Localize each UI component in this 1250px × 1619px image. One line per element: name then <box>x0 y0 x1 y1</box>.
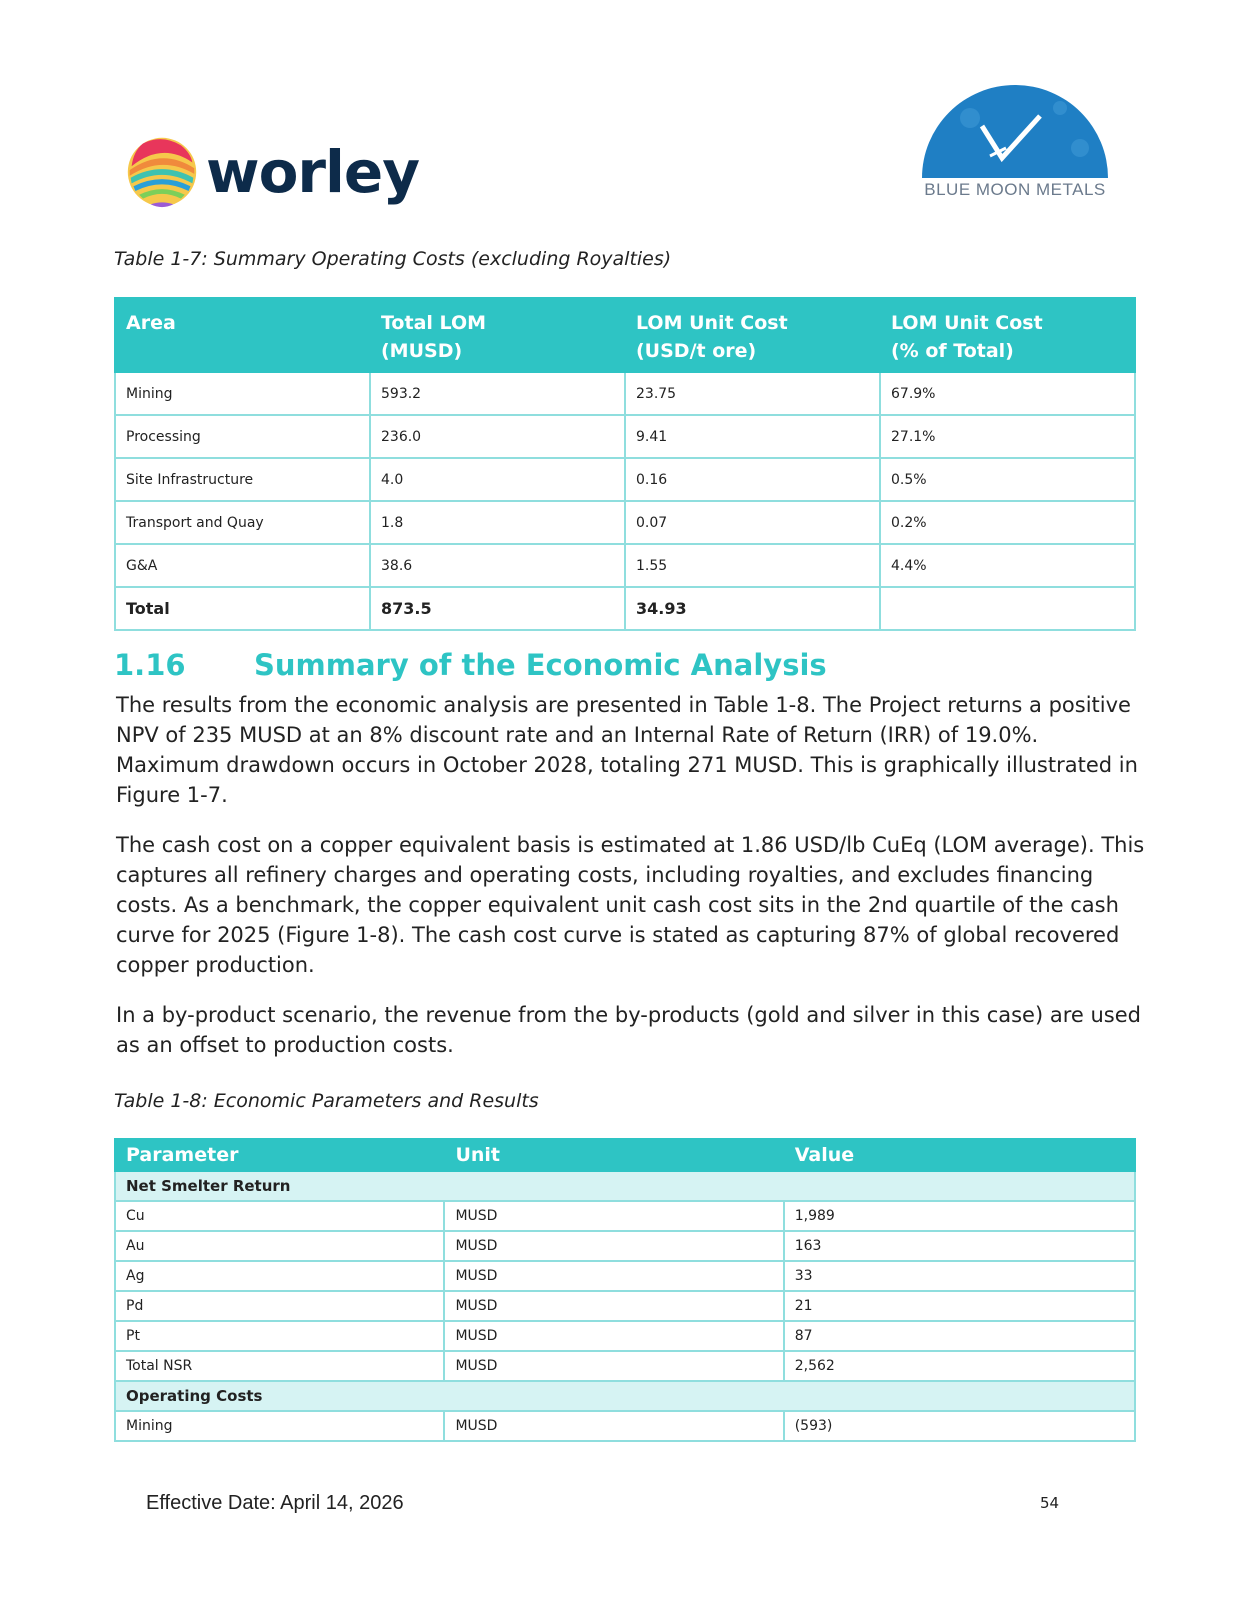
worley-swirl-icon <box>124 134 200 210</box>
cell-value: 87 <box>784 1321 1135 1351</box>
table-row <box>115 1261 1135 1291</box>
economic-parameters-table <box>114 1138 1136 1442</box>
cell-unit: MUSD <box>444 1261 783 1291</box>
cell-total-lom: 236.0 <box>370 415 625 458</box>
cell-percent <box>880 587 1135 630</box>
table-row <box>115 458 1135 501</box>
moon-icon <box>910 78 1120 178</box>
header-line: (% of Total) <box>891 340 1014 362</box>
paragraph-2: The cash cost on a copper equivalent basis is estimated at 1.86 USD/lb CuEq (LOM average). This captures all refinery charges and operating costs, including royalties, and excludes financing costs. As a benchmark, the copper equivalent unit cash cost sits in the 2nd quartile of the cash curve for 2025 (Figure 1-8). The cash cost curve is stated as capturing 87% of global recovered copper production. <box>116 833 1145 977</box>
cell-unit: MUSD <box>444 1351 783 1381</box>
header-line: LOM Unit Cost <box>636 312 788 334</box>
group-row-nsr <box>115 1171 1135 1201</box>
cell-area: Total <box>115 587 370 630</box>
cell-value: 2,562 <box>784 1351 1135 1381</box>
group-label: Net Smelter Return <box>115 1171 1135 1201</box>
cell-total-lom: 4.0 <box>370 458 625 501</box>
header-area <box>115 298 370 372</box>
header-line: (MUSD) <box>381 340 463 362</box>
cell-parameter: Pd <box>115 1291 444 1321</box>
header-value: Value <box>784 1139 1135 1171</box>
cell-parameter: Ag <box>115 1261 444 1291</box>
cell-percent: 0.5% <box>880 458 1135 501</box>
cell-parameter: Au <box>115 1231 444 1261</box>
table2-caption: Table 1-8: Economic Parameters and Results <box>114 1090 539 1112</box>
section-number: 1.16 <box>114 648 186 682</box>
table-row <box>115 1231 1135 1261</box>
cell-area: Mining <box>115 372 370 415</box>
cell-unit: MUSD <box>444 1321 783 1351</box>
group-row-operating-costs <box>115 1381 1135 1411</box>
cell-unit-cost: 34.93 <box>625 587 880 630</box>
cell-parameter: Pt <box>115 1321 444 1351</box>
cell-total-lom: 38.6 <box>370 544 625 587</box>
header-line: Total LOM <box>381 312 487 334</box>
group-label: Operating Costs <box>115 1381 1135 1411</box>
header-percent-total <box>880 298 1135 372</box>
header-total-lom <box>370 298 625 372</box>
table-header-row <box>115 1139 1135 1171</box>
bluemoon-logo <box>910 78 1120 208</box>
table-row <box>115 1351 1135 1381</box>
cell-unit: MUSD <box>444 1411 783 1441</box>
table-row <box>115 1201 1135 1231</box>
cell-total-lom: 1.8 <box>370 501 625 544</box>
worley-logo <box>124 132 444 212</box>
cell-value: (593) <box>784 1411 1135 1441</box>
cell-value: 163 <box>784 1231 1135 1261</box>
cell-value: 1,989 <box>784 1201 1135 1231</box>
table-row <box>115 1411 1135 1441</box>
cell-parameter: Total NSR <box>115 1351 444 1381</box>
paragraph-1: The results from the economic analysis are presented in Table 1-8. The Project returns a positive NPV of 235 MUSD at an 8% discount rate and an Internal Rate of Return (IRR) of 19.0%. Maximum drawdown occurs in October 2028, totaling 271 MUSD. This is graphically illustrated in Figure 1-7. <box>116 693 1138 807</box>
cell-area: Processing <box>115 415 370 458</box>
cell-value: 33 <box>784 1261 1135 1291</box>
table-total-row <box>115 587 1135 630</box>
cell-area: G&A <box>115 544 370 587</box>
table-row <box>115 415 1135 458</box>
cell-area: Site Infrastructure <box>115 458 370 501</box>
cell-unit-cost: 0.07 <box>625 501 880 544</box>
bluemoon-wordmark: BLUE MOON METALS <box>924 180 1106 199</box>
header-unit: Unit <box>444 1139 783 1171</box>
cell-unit-cost: 1.55 <box>625 544 880 587</box>
cell-total-lom: 593.2 <box>370 372 625 415</box>
cell-value: 21 <box>784 1291 1135 1321</box>
cell-unit-cost: 0.16 <box>625 458 880 501</box>
cell-unit: MUSD <box>444 1201 783 1231</box>
table-row <box>115 372 1135 415</box>
worley-wordmark: worley <box>206 138 420 206</box>
cell-unit: MUSD <box>444 1291 783 1321</box>
header-line: (USD/t ore) <box>636 340 757 362</box>
header-parameter: Parameter <box>115 1139 444 1171</box>
table-row <box>115 1321 1135 1351</box>
table1-caption: Table 1-7: Summary Operating Costs (excluding Royalties) <box>114 248 672 270</box>
header-line: Area <box>126 312 176 334</box>
paragraph-3: In a by-product scenario, the revenue from the by-products (gold and silver in this case) are used as an offset to production costs. <box>116 1003 1141 1057</box>
page-number: 54 <box>1040 1494 1060 1512</box>
cell-unit-cost: 23.75 <box>625 372 880 415</box>
table-row <box>115 544 1135 587</box>
cell-area: Transport and Quay <box>115 501 370 544</box>
table-row <box>115 1291 1135 1321</box>
cell-total-lom: 873.5 <box>370 587 625 630</box>
cell-unit-cost: 9.41 <box>625 415 880 458</box>
cell-percent: 27.1% <box>880 415 1135 458</box>
section-heading <box>114 648 827 682</box>
header-line: LOM Unit Cost <box>891 312 1043 334</box>
effective-date: Effective Date: April 14, 2026 <box>146 1492 404 1514</box>
table-header-row <box>115 298 1135 372</box>
cell-parameter: Cu <box>115 1201 444 1231</box>
cell-parameter: Mining <box>115 1411 444 1441</box>
operating-costs-table <box>114 297 1136 631</box>
section-title: Summary of the Economic Analysis <box>254 648 827 682</box>
cell-unit: MUSD <box>444 1231 783 1261</box>
cell-percent: 0.2% <box>880 501 1135 544</box>
cell-percent: 4.4% <box>880 544 1135 587</box>
table-row <box>115 501 1135 544</box>
cell-percent: 67.9% <box>880 372 1135 415</box>
header-unit-cost <box>625 298 880 372</box>
